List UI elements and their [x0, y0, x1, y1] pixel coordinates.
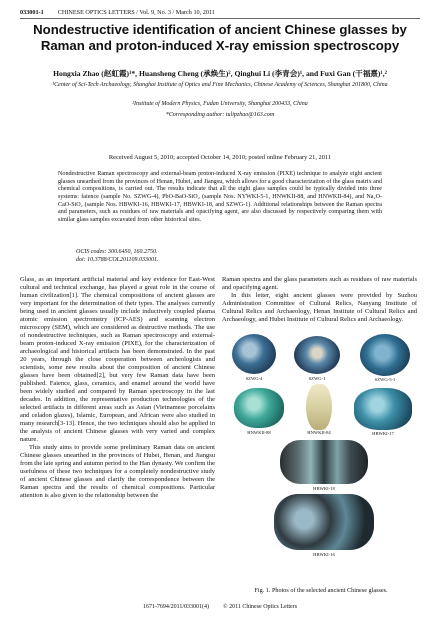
body-paragraph: In this letter, eight ancient glasses were provided by Suzhou Administration Committee of Cultural Relics, Nanyang Institute of Cultural Relics and Archaeology, Henan Institute of Cultural Relics and Archaeology, and Hubei Institute of Cultural Relics and Archaeology. — [222, 291, 417, 323]
doi: doi: 10.3788/COL201109.033001. — [76, 256, 159, 263]
copyright: © 2011 Chinese Optics Letters — [223, 604, 298, 610]
figure-label: HBWKI-16 — [313, 552, 335, 557]
glass-photo-szwg-5-1 — [360, 334, 410, 376]
journal-info: CHINESE OPTICS LETTERS / Vol. 9, No. 3 / March 10, 2011 — [57, 8, 215, 16]
received-dates: Received August 5, 2010; accepted October 14, 2010; posted online February 21, 2011 — [108, 154, 332, 161]
page-footer — [20, 604, 420, 610]
ocis-codes-block — [76, 249, 159, 264]
figure-caption: Fig. 1. Photos of the selected ancient Chinese glasses. — [254, 587, 388, 594]
affiliation-1: ¹Center of Sci-Tech Archaeology, Shanghai Institute of Optics and Fine Mechanics, Chinese Academy of Sciences, Shanghai 201800, China — [52, 82, 388, 88]
glass-photo-hnwkii-88 — [234, 388, 284, 428]
paper-title: Nondestructive identification of ancient Chinese glasses by Raman and proton-induced X-ray emission spectroscopy — [33, 22, 407, 53]
figure-label: SZWG-4 — [245, 376, 263, 381]
body-paragraph: This study aims to provide some preliminary Raman data on ancient Chinese glasses unearthed in the provinces of Hubei, Henan, and Jiangsu from the late spring and autumn period to the Han dynasty. We confirm the usefulness of these two techniques for a completely nondestructive study of ancient Chinese glasses and clarify the correspondence between the Raman spectra and the results of chemical compositions. Particular attention is also given to the relationship between the — [20, 443, 215, 499]
author-list: Hongxia Zhao (赵虹霞)¹*, Huansheng Cheng (承焕生)², Qinghui Li (李青会)¹, and Fuxi Gan (干福熹)¹,² — [53, 69, 387, 78]
body-paragraph: Glass, as an important artificial material and key evidence for East-West cultural and technical exchange, has played a great role in the course of human civilization[1]. The chemical compositions of ancient glasses are very important for the determination of their types. The analyses currently being used in ancient glasses usually include inductively coupled plasma atomic emission spectrometry (ICP-AES) and scanning electron microscopy (SEM), which are considered as destructive methods. The use of nondestructive techniques, such as Raman spectroscopy and external-beam proton-induced X-ray emission (PIXE), for the characterization of archaeological and historical artifacts has been demonstrated. In the past 20 years, through the close cooperation between archeologists and scientists, some new results about the composition of ancient Chinese glasses have been obtained[2], but very few Raman data have been published. Faience, glass, ceramics, and enamel around the world have been widely studied and compared by Raman spectroscopy in the last decades. In addition, the representative production technologies of the selected artifacts in different areas such as Asian (Vietnamese porcelains and celadon glazes), Islamic, European, and African were also studied in many research[3-13]. Hence, the two techniques should also be applied in the analysis of ancient Chinese glasses with very varied and complex nature. — [20, 276, 215, 443]
page-number: 033001-1 — [20, 8, 44, 16]
running-header — [20, 6, 420, 19]
glass-photo-szwg-4 — [232, 334, 276, 374]
ocis-codes: OCIS codes: 300.6450, 160.2750. — [76, 249, 158, 255]
body-paragraph: Raman spectra and the glass parameters such as residues of raw materials and opacifying agent. — [222, 276, 417, 291]
figure-label: SZWG-1 — [308, 376, 326, 381]
figure-label: SZWG-5-1 — [374, 377, 396, 382]
figure-label: HNWKII-88 — [247, 430, 271, 435]
left-column — [20, 276, 215, 500]
glass-photo-hnwkii-84 — [306, 384, 332, 430]
figure-1-photos — [222, 332, 420, 588]
right-column — [222, 276, 417, 324]
corresponding-author: *Corresponding author: tulipzhao@163.com — [165, 112, 275, 118]
glass-photo-szwg-1 — [294, 336, 340, 374]
figure-label: HBWKI-17 — [372, 431, 394, 436]
issn-code: 1671-7694/2011/033001(4) — [142, 604, 210, 610]
abstract: Nondestructive Raman spectroscopy and external-beam proton-induced X-ray emission (PIXE) technique to analyze eight ancient glasses unearthed from the provinces of Henan, Hubei, and Jiangsu, which allows for a good characterization of the glass matrix and chemical compositions, is carried out. The results indicate that all the eight glass samples could be typically divided into three systems: faience (sample No. SZWG-4), PbO-BaO-SiO₂ (sample Nos. NYWKI-5-1, HNWKII-88, and HNWKII-84), and Na₂O-CaO-SiO₂ (sample Nos. HBWKI-16, HBWKI-17, HBWKI-18, and SZWG-1). Additional relationships between the Raman spectra and parameters, such as residues of raw materials and opacifying agent, are also discussed by respectively comparing them with similar glass samples excavated from other historical sites. — [58, 171, 382, 223]
glass-photo-hbwki-18 — [280, 440, 368, 484]
glass-photo-hbwki-17 — [354, 388, 412, 430]
figure-label: HNWKII-84 — [307, 430, 331, 435]
affiliation-2: ²Institute of Modern Physics, Fudan University, Shanghai 200433, China — [132, 101, 308, 107]
glass-photo-hbwki-16 — [274, 494, 374, 550]
figure-label: HBWKI-18 — [313, 486, 335, 491]
